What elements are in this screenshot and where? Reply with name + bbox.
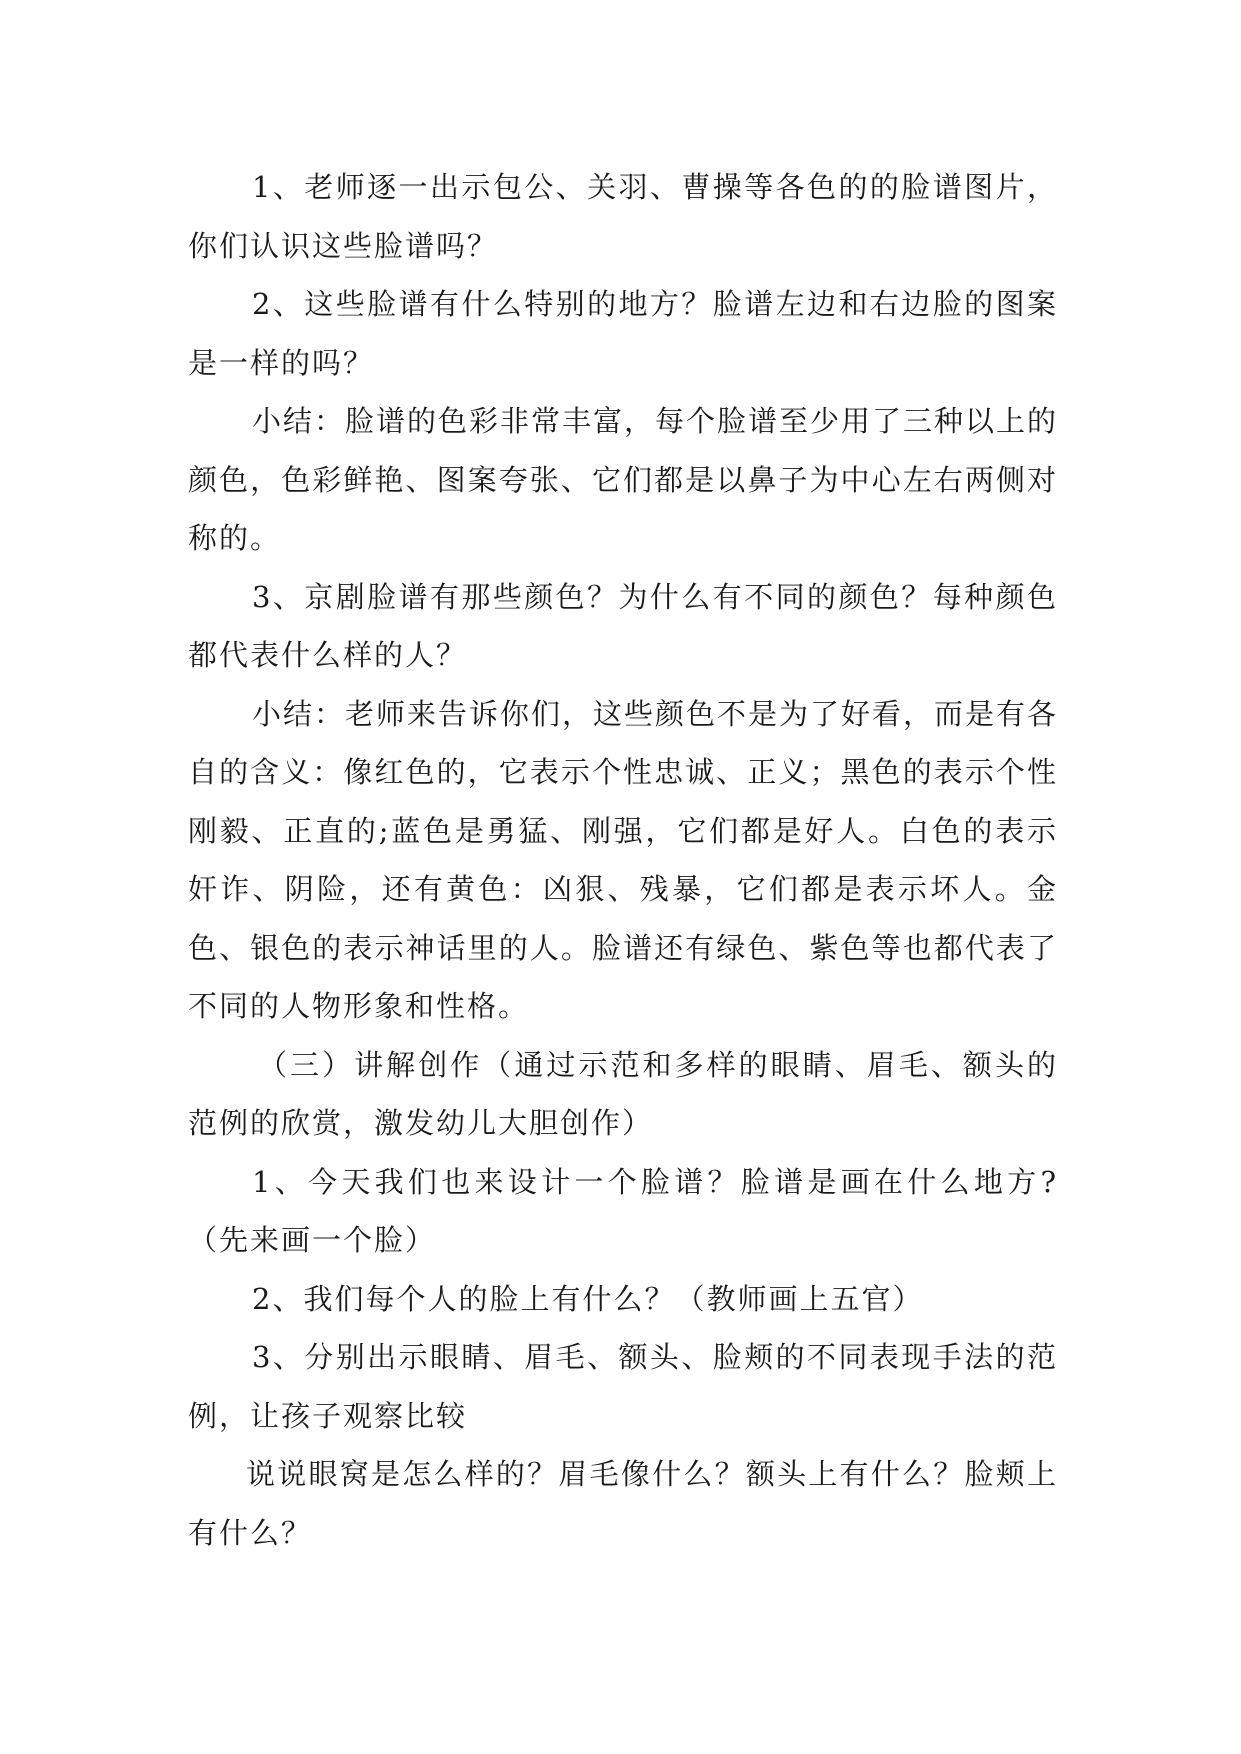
paragraph-3: 3、京剧脸谱有那些颜色？为什么有不同的颜色？每种颜色都代表什么样的人？ [188,579,1058,672]
paragraph-summary-2: 小结：老师来告诉你们，这些颜色不是为了好看，而是有各自的含义：像红色的，它表示个性忠诚、正义；黑色的表示个性刚毅、正直的;蓝色是勇猛、刚强，它们都是好人。白色的表示奸诈、阴险，还有黄色：凶狠、残暴，它们都是表示坏人。金色、银色的表示神话里的人。脸谱还有绿色、紫色等也都代表了不同的人物形象和性格。 [188,696,1059,1023]
paragraph-4: 1、今天我们也来设计一个脸谱？脸谱是画在什么地方?（先来画一个脸） [188,1164,1058,1257]
paragraph-7: 说说眼窝是怎么样的？眉毛像什么？额头上有什么？脸颊上有什么？ [188,1457,1058,1550]
paragraph-summary-1: 小结：脸谱的色彩非常丰富，每个脸谱至少用了三种以上的颜色，色彩鲜艳、图案夸张、它们都是以鼻子为中心左右两侧对称的。 [188,404,1059,555]
paragraph-1: 1、老师逐一出示包公、关羽、曹操等各色的的脸谱图片，你们认识这些脸谱吗？ [188,170,1058,263]
document-body [188,158,1058,1562]
paragraph-6: 3、分别出示眼睛、眉毛、额头、脸颊的不同表现手法的范例，让孩子观察比较 [188,1340,1058,1433]
paragraph-5: 2、我们每个人的脸上有什么？（教师画上五官） [252,1281,924,1316]
paragraph-2: 2、这些脸谱有什么特别的地方？脸谱左边和右边脸的图案是一样的吗？ [188,287,1058,380]
section-heading-3: （三）讲解创作（通过示范和多样的眼睛、眉毛、额头的范例的欣赏，激发幼儿大胆创作） [188,1047,1058,1140]
